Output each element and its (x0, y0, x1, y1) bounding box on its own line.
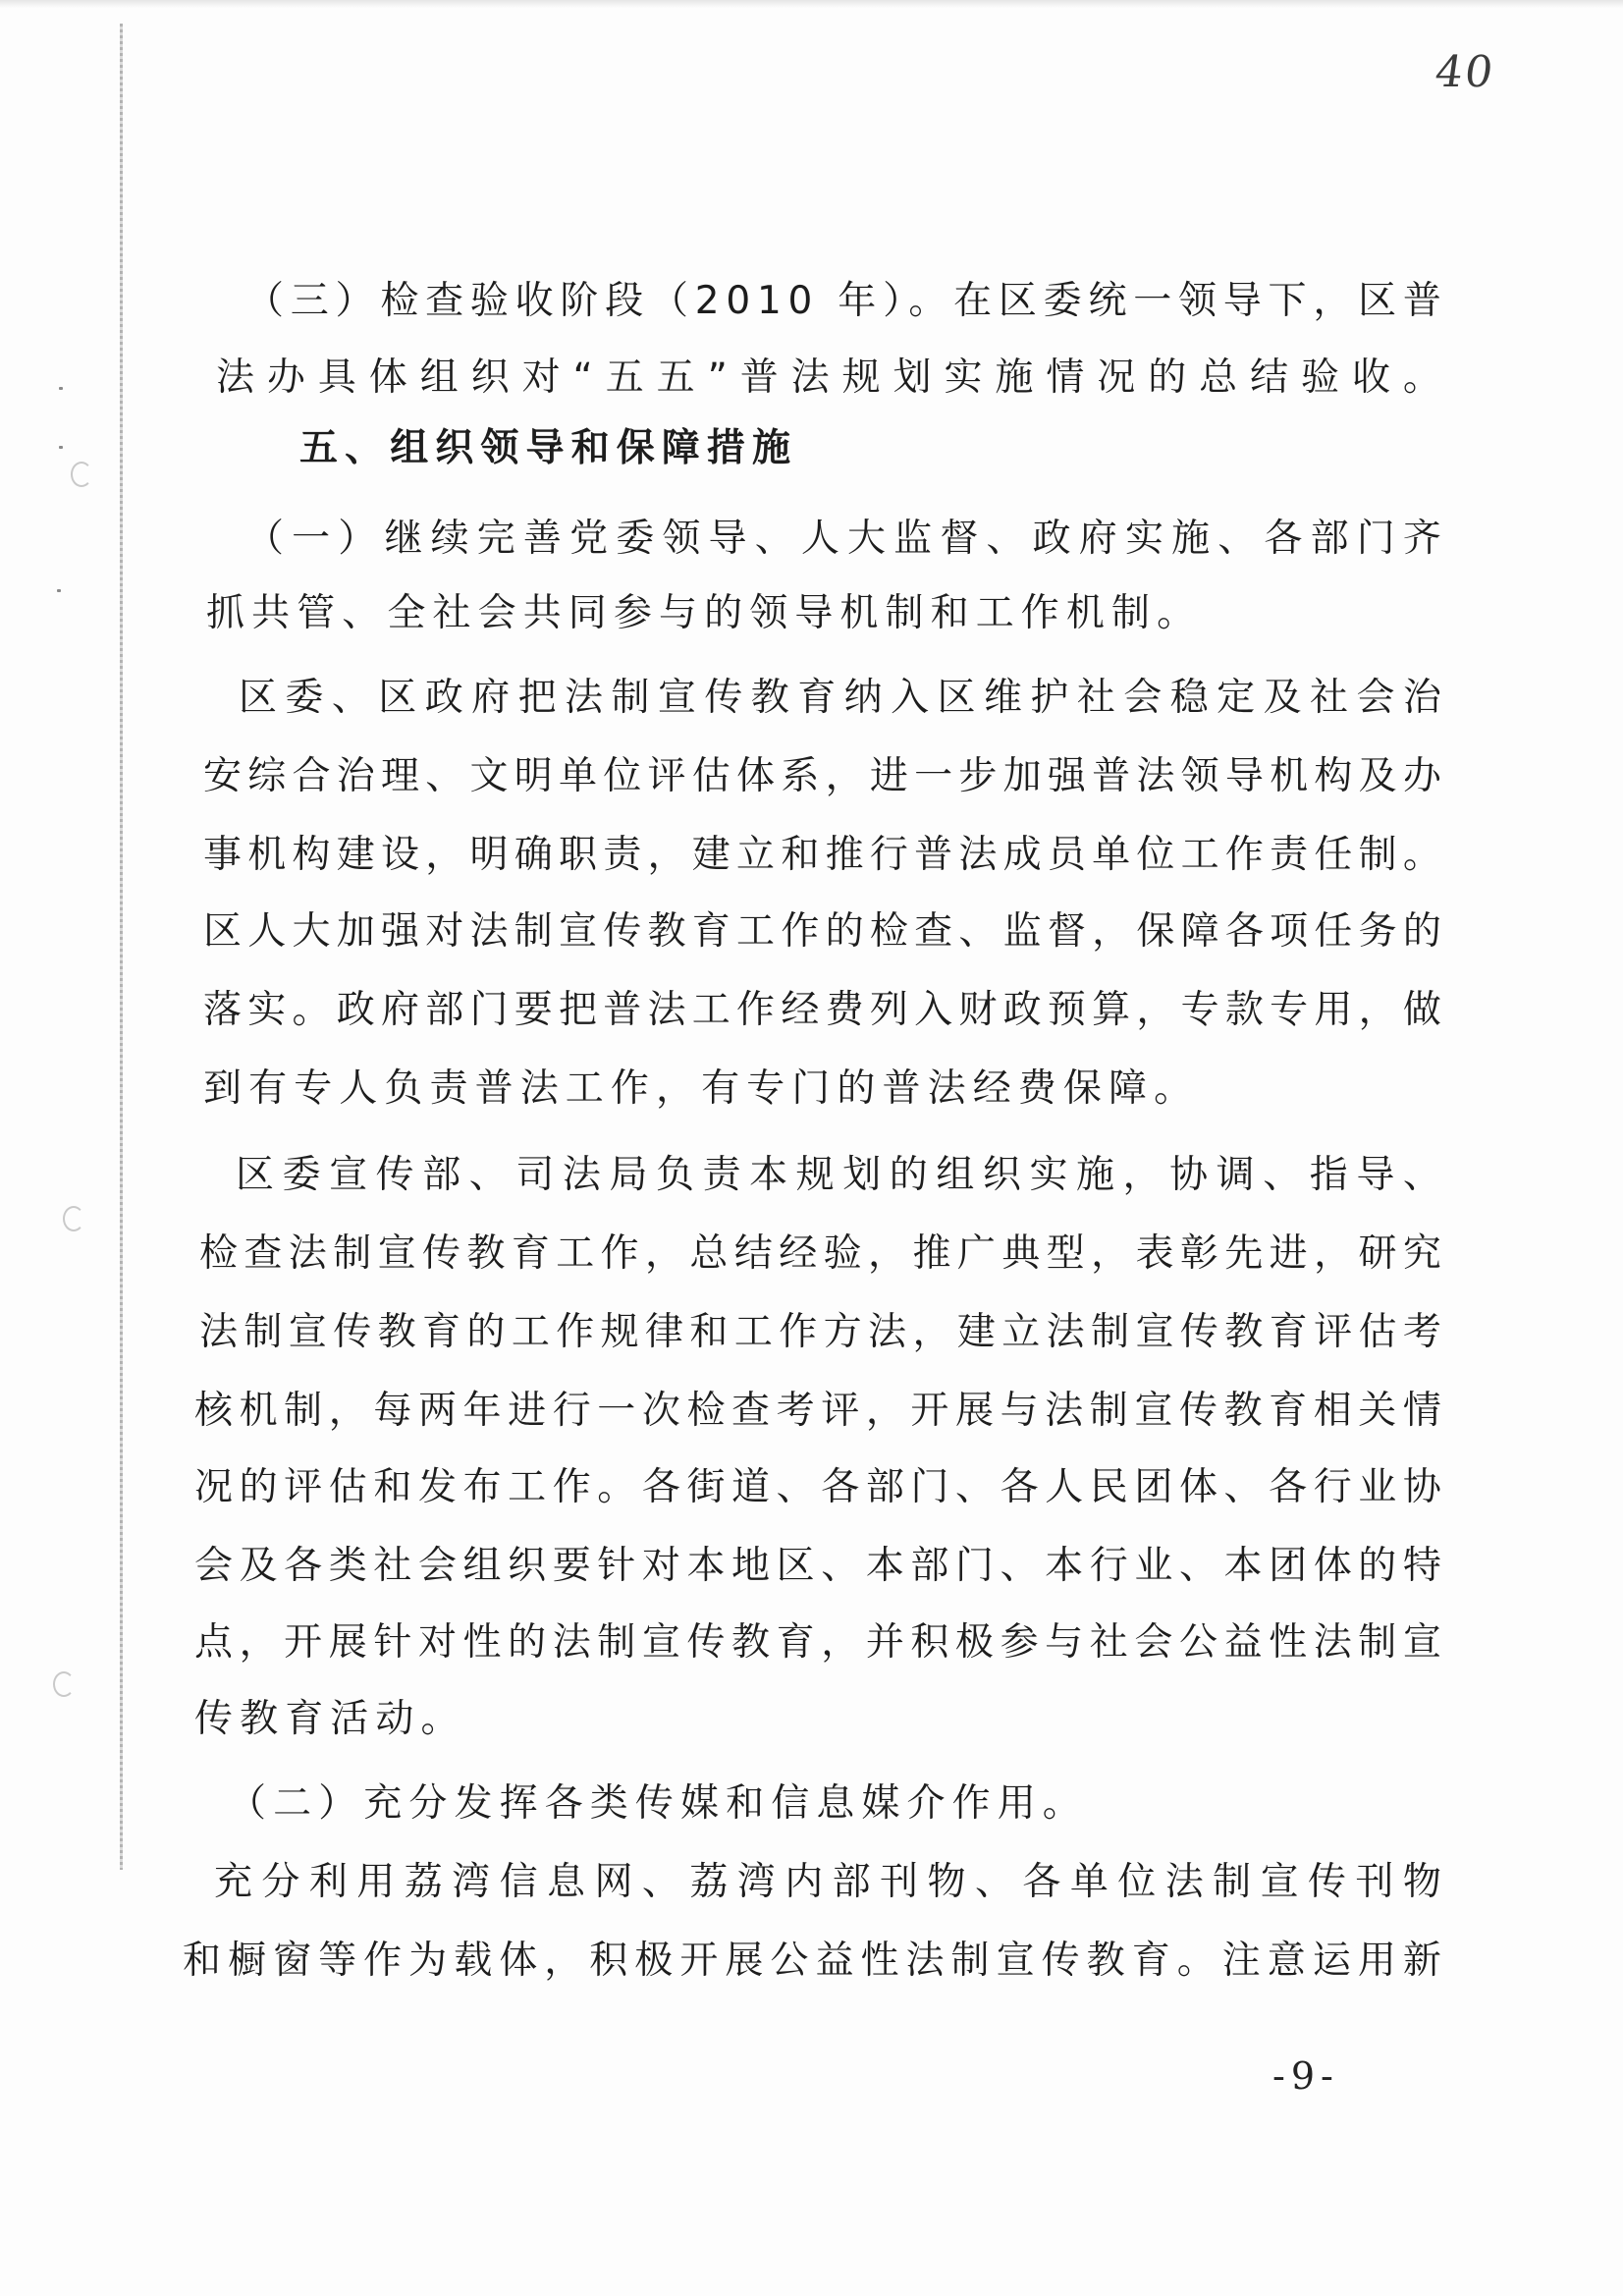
punch-hole-mark (53, 1671, 75, 1697)
body-text-line: 况的评估和发布工作。各街道、各部门、各人民团体、各行业协 (194, 1465, 1448, 1509)
page-number: -9- (1272, 2054, 1339, 2098)
body-text-line: 抓共管、全社会共同参与的领导机制和工作机制。 (206, 591, 1203, 635)
body-text-line: 安综合治理、文明单位评估体系，进一步加强普法领导机构及办 (203, 754, 1448, 798)
body-text-line: 区委宣传部、司法局负责本规划的组织实施，协调、指导、 (236, 1153, 1450, 1197)
body-text-line: 点，开展针对性的法制宣传教育，并积极参与社会公益性法制宣 (194, 1620, 1448, 1665)
body-text-line: 传教育活动。 (194, 1697, 466, 1741)
body-text-line: 会及各类社会组织要针对本地区、本部门、本行业、本团体的特 (194, 1544, 1448, 1588)
body-text-line: 和橱窗等作为载体，积极开展公益性法制宣传教育。注意运用新 (183, 1939, 1448, 1983)
punch-hole-mark (63, 1206, 84, 1231)
body-text-line: （三）检查验收阶段（2010 年）。在区委统一领导下，区普 (245, 279, 1448, 323)
body-text-line: 事机构建设，明确职责，建立和推行普法成员单位工作责任制。 (203, 833, 1448, 877)
body-text-line: 区人大加强对法制宣传教育工作的检查、监督，保障各项任务的 (203, 909, 1448, 954)
subsection-heading: （一）继续完善党委领导、人大监督、政府实施、各部门齐 (245, 517, 1450, 561)
punch-hole-mark (71, 462, 92, 487)
body-text-line: 充分利用荔湾信息网、荔湾内部刊物、各单位法制宣传刊物 (214, 1860, 1451, 1904)
body-text-line: 法制宣传教育的工作规律和工作方法，建立法制宣传教育评估考 (199, 1310, 1448, 1354)
section-heading: 五、组织领导和保障措施 (299, 426, 798, 470)
scan-top-edge (0, 0, 1623, 8)
binding-margin-line (120, 24, 123, 1870)
body-text-line: 落实。政府部门要把普法工作经费列入财政预算，专款专用，做 (203, 988, 1448, 1032)
scan-speck (59, 387, 63, 390)
body-text-line: 核机制，每两年进行一次检查考评，开展与法制宣传教育相关情 (194, 1389, 1448, 1433)
body-text-line: 区委、区政府把法制宣传教育纳入区维护社会稳定及社会治 (239, 676, 1450, 720)
body-text-line: 到有专人负责普法工作，有专门的普法经费保障。 (203, 1066, 1200, 1111)
handwritten-page-number: 40 (1432, 47, 1498, 97)
body-text-line: 法办具体组织对“五五”普法规划实施情况的总结验收。 (216, 355, 1454, 400)
subsection-heading: （二）充分发挥各类传媒和信息媒介作用。 (228, 1781, 1088, 1826)
body-text-line: 检查法制宣传教育工作，总结经验，推广典型，表彰先进，研究 (199, 1231, 1448, 1276)
scan-speck (57, 589, 61, 592)
scan-speck (59, 446, 63, 449)
